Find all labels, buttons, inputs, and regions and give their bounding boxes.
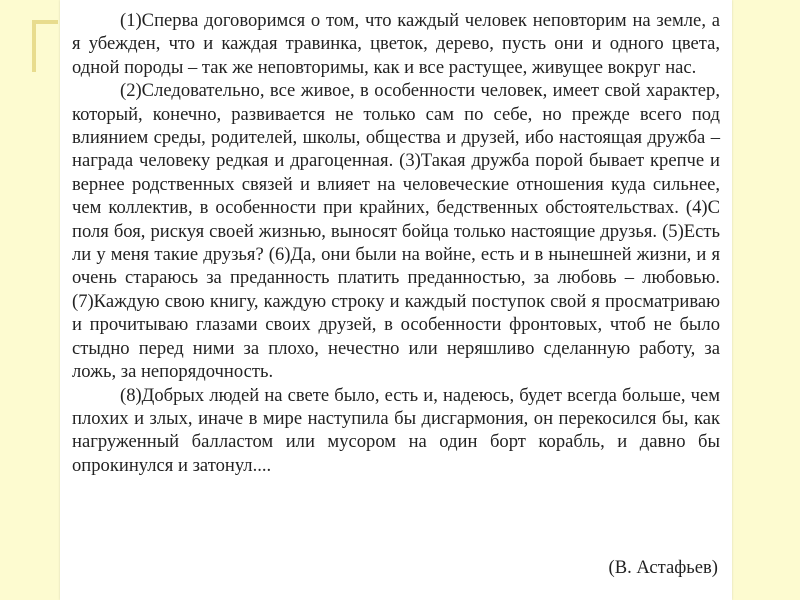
paragraph-1: (1)Сперва договоримся о том, что каждый человек неповторим на земле, а я убежден, что и каждая травинка, цветок, дерево, пусть они и одного цвета, одной породы – так же неповторимы, как и все растущее, живущее вокруг нас. [72,10,720,78]
paragraph-2: (2)Следовательно, все живое, в особенности человек, имеет свой характер, который, конечно, развивается не только сам по себе, но прежде всего под влиянием среды, родителей, школы, общества и друзей, ибо настоящая дружба – награда человеку редкая и драгоценная. (3)Такая дружба порой бывает крепче и вернее родственных связей и влияет на человеческие отношения куда сильнее, чем коллектив, в особенности при крайних, бедственных обстоятельствах. (4)С поля боя, рискуя своей жизнью, выносят бойца только настоящие друзья. (5)Есть ли у меня такие друзья? (6)Да, они были на войне, есть и в нынешней жизни, и я очень стараюсь за преданность платить преданностью, за любовь – любовью. (7)Каждую свою книгу, каждую строку и каждый поступок свой я просматриваю и прочитываю глазами своих друзей, в особенности фронтовых, чтоб не было стыдно перед ними за плохо, нечестно или неряшливо сделанную работу, за ложь, за непорядочность. [72,80,720,383]
document-text [72,9,720,477]
background-frame [778,0,800,600]
paragraph-3: (8)Добрых людей на свете было, есть и, надеюсь, будет всегда больше, чем плохих и злых, иначе в мире наступила бы дисгармония, он перекосился бы, как нагруженный балластом или мусором на один борт корабль, и давно бы опрокинулся и затонул.... [72,384,720,476]
author-attribution: (В. Астафьев) [608,557,718,578]
decorative-bracket [32,20,58,72]
